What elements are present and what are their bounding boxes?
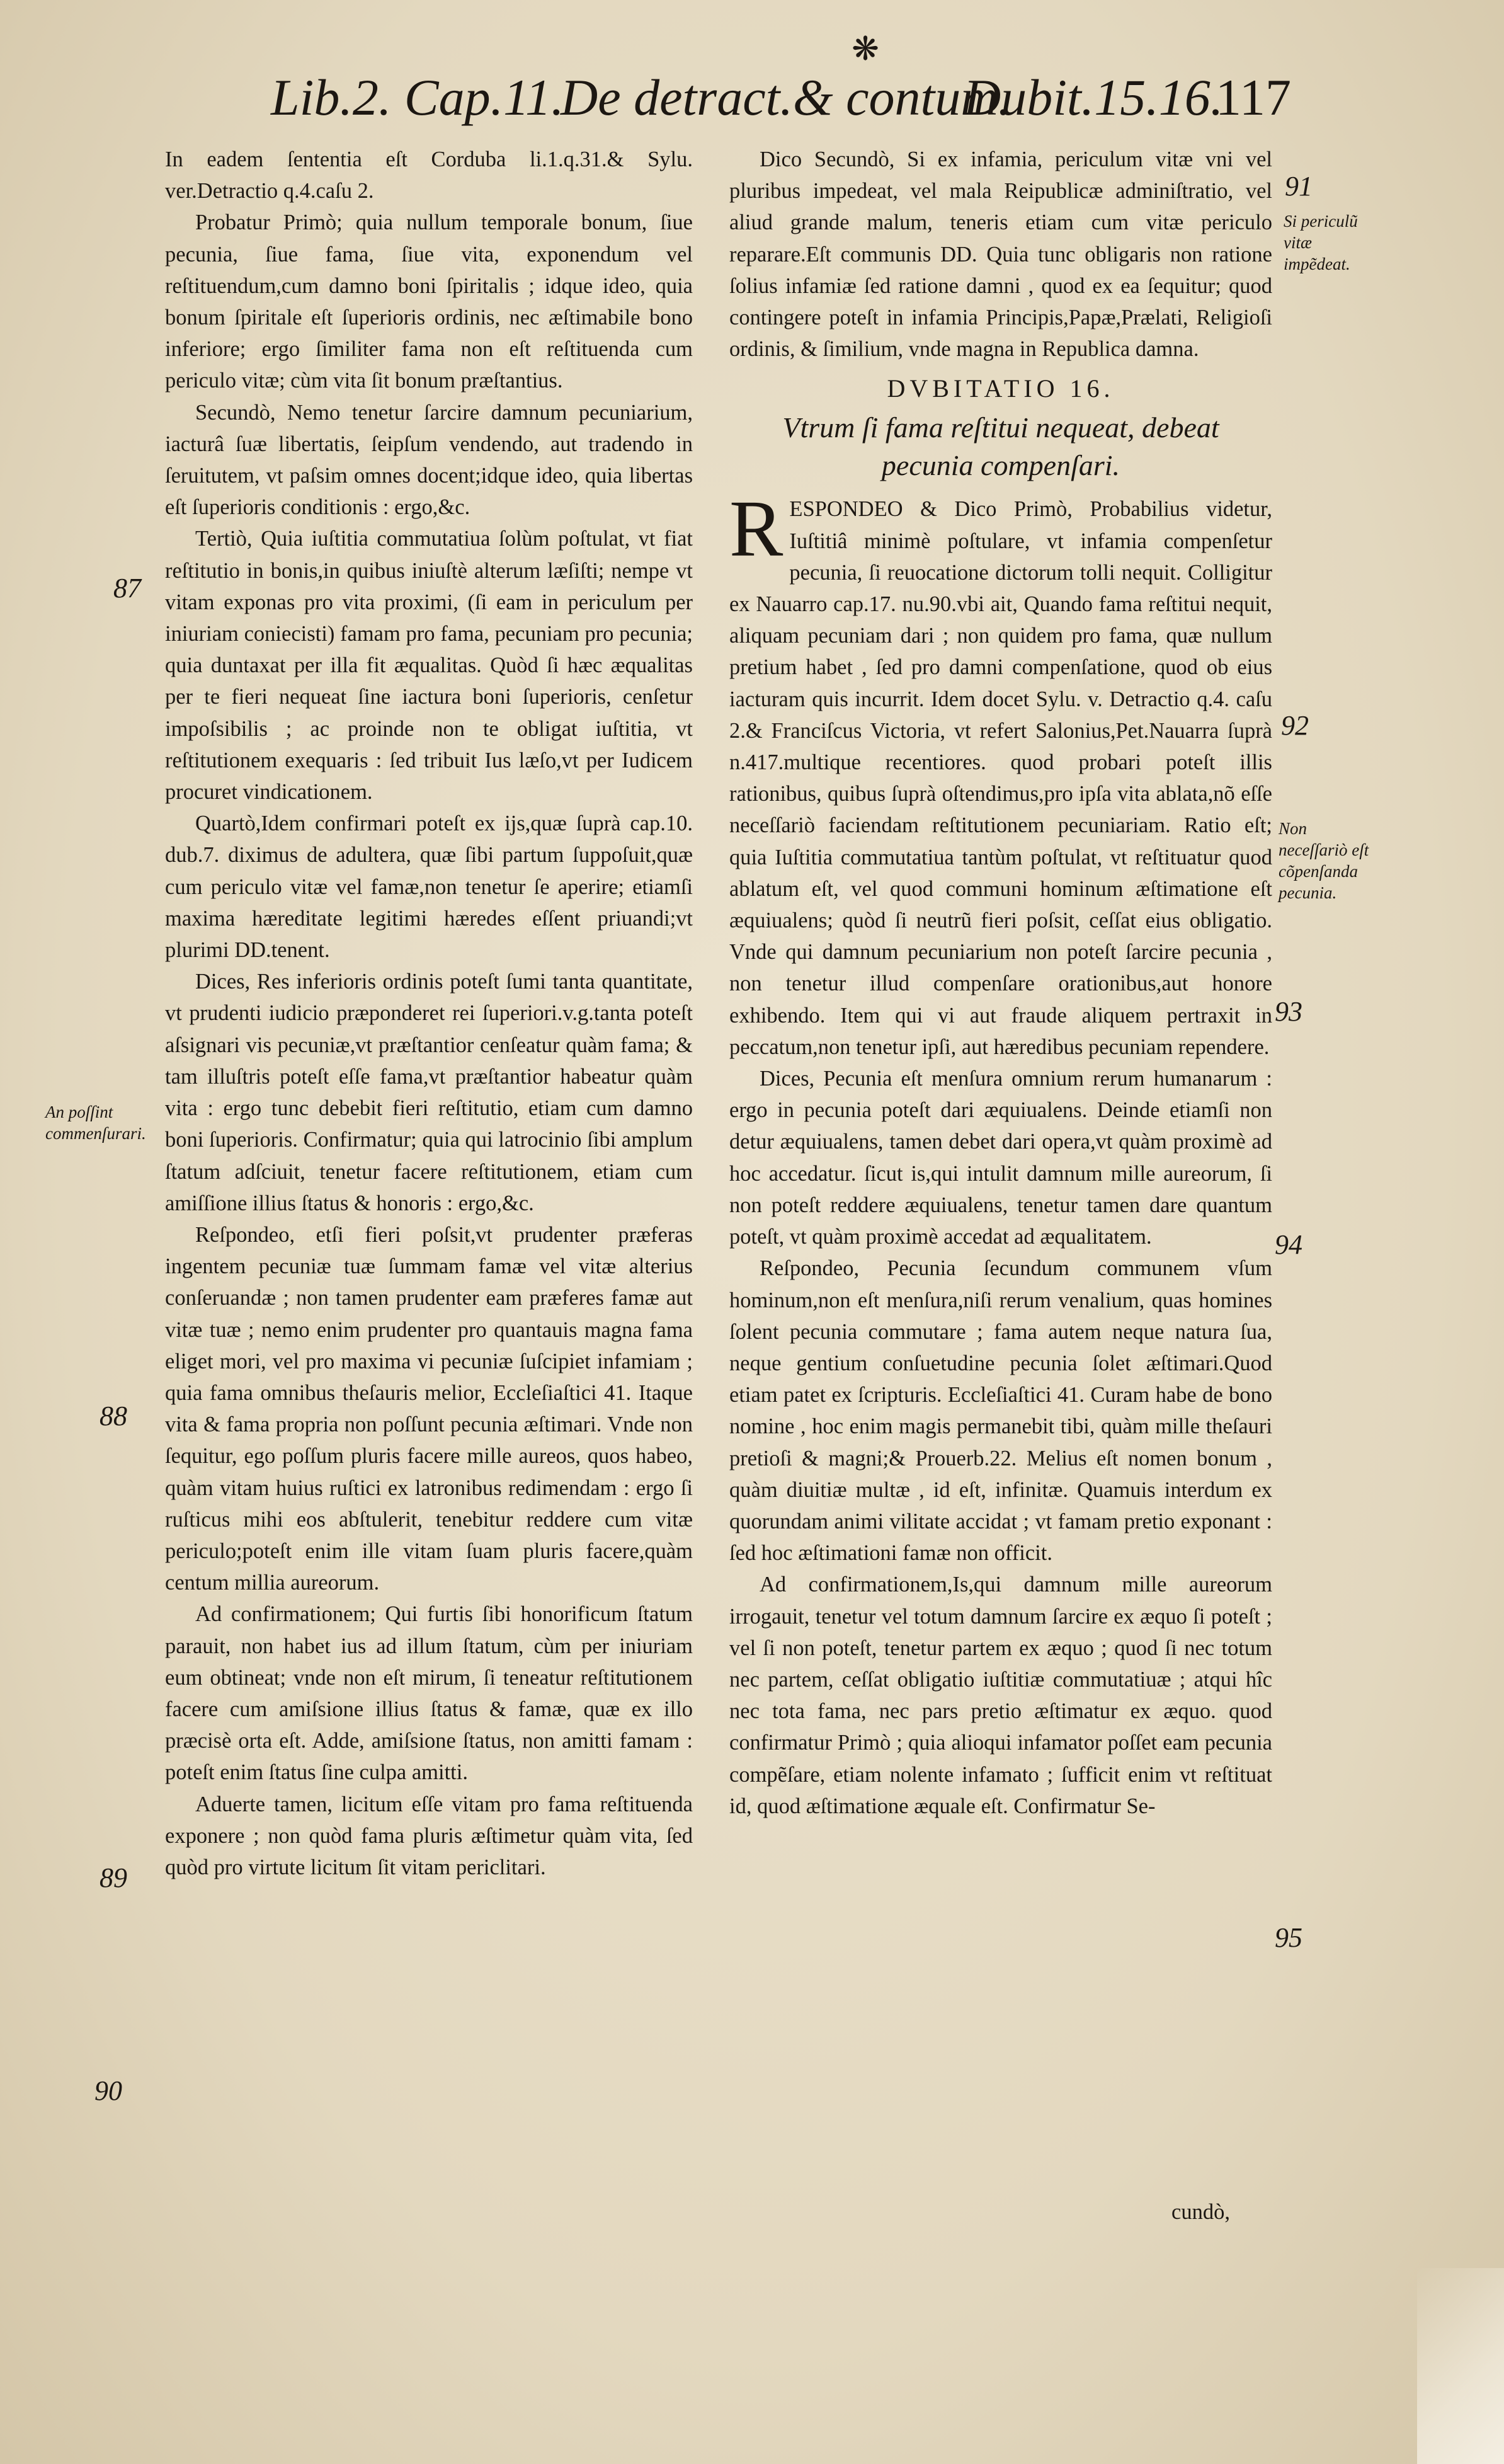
right-paragraph: ESPONDEO & Dico Primò, Probabilius videtur, Iuſtitiâ minimè poſtulare, vt infamia compenſetur pecunia, ſi reuocatione dictorum tolli nequit. Colligitur ex Nauarro cap.17. nu.90.vbi ait, Quando fama reſtitui nequit, aliquam pecuniam dari ; non quidem pro fama, quæ nullum pretium habet , ſed pro damni compenſatione, quod ob eius iacturam quis incurrit. Idem docet Sylu. v. Detractio q.4. caſu 2.& Franciſcus Victoria, vt refert Salonius,Pet.Nauarra ſuprà n.417.multique recentiores. quod probari poteſt illis rationibus, quibus ſuprà oſtendimus,pro ipſa vita ablata,nõ eſſe neceſſariò faciendam reſtitutionem pecuniariam. Ratio eſt; quia Iuſtitia commutatiua tantùm poſtulat, vt reſtituatur quod ablatum eſt, vel quod communi hominum æſtimatione eſt æquiualens; quòd ſi neutrũ fieri poſsit, ceſſat eius obligatio. Vnde qui damnum pecuniarium non poteſt ſarcire pecunia , non tenetur illud compenſare orationibus,aut honore exhibendo. Item qui vi aut fraude aliquem pertraxit in peccatum,non tenetur ipſi, aut hæredibus pecuniam rependere. bbox=[729, 497, 1272, 1059]
left-paragraph: Quartò,Idem confirmari poteſt ex ijs,quæ ſuprà cap.10. dub.7. diximus de adultera, quæ ſibi partum ſuppoſuit,quæ cum periculo vitæ vel famæ,non tenetur ſe aperire; etiamſi maxima hæreditate legitimi hæredes eſſent priuandi;vt plurimi DD.tenent. bbox=[165, 811, 693, 963]
ornament-icon: ❋ bbox=[852, 32, 879, 67]
header-book-chapter: Lib.2. Cap.11. bbox=[271, 69, 564, 126]
margin-number: 91 bbox=[1285, 171, 1313, 202]
margin-note-left: An poſſint commenſurari. bbox=[45, 1103, 146, 1143]
margin-number: 88 bbox=[100, 1401, 127, 1431]
left-paragraph: Probatur Primò; quia nullum temporale bonum, ſiue pecunia, ſiue fama, ſiue vita, exponendum vel reſtituendum,cum damno boni ſpiritalis ; idque ideo, quia bonum ſpiritale eſt ſuperioris ordinis, nec æſtimabile bono inferiore; ergo ſimiliter fama non eſt reſtituenda cum periculo vitæ; cùm vita ſit bonum præſtantius. bbox=[165, 210, 693, 393]
left-paragraph: Dices, Res inferioris ordinis poteſt ſumi tanta quantitate, vt prudenti iudicio præponderet rei ſuperiori.v.g.tanta poteſt aſsignari vis pecuniæ,vt præſtantior cenſeatur quàm fama; & tam illuſtris poteſt eſſe fama,vt præſtantior habeatur quàm vita : ergo tunc debebit fieri reſtitutio, etiam cum damno boni ſuperioris. Confirmatur; quia qui latrocinio ſibi amplum ſtatum adſciuit, tenetur facere reſtitutionem, etiam cum amiſſione illius ſtatus & honoris : ergo,&c. bbox=[165, 970, 693, 1215]
margin-number: 95 bbox=[1275, 1922, 1302, 1953]
margin-note-right: Si periculũ vitæ impẽdeat. bbox=[1284, 212, 1358, 273]
left-paragraph: Ad confirmationem; Qui furtis ſibi honorificum ſtatum parauit, non habet ius ad illum ſtatum, cùm per iniuriam eum obtineat; vnde non eſt mirum, ſi teneatur reſtitutionem facere cum amiſsione illius ſtatus & famæ, quæ ex illo præcisè orta eſt. Adde, amiſsione ſtatus, non amitti famam : poteſt enim ſtatus ſine culpa amitti. bbox=[165, 1602, 693, 1785]
catchword: cundò, bbox=[1171, 2200, 1230, 2224]
margin-number: 89 bbox=[100, 1862, 127, 1893]
margin-number: 90 bbox=[94, 2075, 122, 2106]
right-paragraph: Dices, Pecunia eſt menſura omnium rerum humanarum : ergo in pecunia poteſt dari æquiualens. Deinde etiamſi non detur æquiualens, tamen debet dari opera,vt quàm proximè ad hoc accedatur. ſicut is,qui intulit damnum mille aureorum, ſi non poteſt reddere æquiualens, tenetur tamen dare quantum poteſt, vt quàm proximè accedat ad æqualitatem. bbox=[729, 1067, 1272, 1249]
right-column bbox=[729, 144, 1272, 1822]
running-header bbox=[246, 68, 1291, 150]
right-paragraph: Reſpondeo, Pecunia ſecundum communem vſum hominum,non eſt menſura,niſi rerum venalium, quas homines ſolent pecunia commutare ; fama autem neque natura ſua, neque gentium conſuetudine pecunia ſolet æſtimari.Quod etiam patet ex ſcripturis. Eccleſiaſtici 41. Curam habe de bono nomine , hoc enim magis permanebit tibi, quàm mille theſauri pretioſi & magni;& Prouerb.22. Melius eſt nomen bonum , quàm diuitiæ multæ , id eſt, infinitæ. Quamuis interdum ex quorundam animi vilitate accidat ; vt famam pretio exponant : ſed hoc æſtimationi famæ non officit. bbox=[729, 1256, 1272, 1566]
margin-number: 93 bbox=[1275, 996, 1302, 1027]
page-corner bbox=[1417, 2268, 1504, 2464]
left-paragraph: Aduerte tamen, licitum eſſe vitam pro fama reſtituenda exponere ; non quòd fama pluris æſtimetur quàm vita, ſed quòd pro virtute licitum ſit vitam periclitari. bbox=[165, 1792, 693, 1879]
header-topic: De detract.& contum. bbox=[561, 69, 1011, 126]
right-paragraph: Ad confirmationem,Is,qui damnum mille aureorum irrogauit, tenetur vel totum damnum ſarcire ex æquo ſi poteſt ; vel ſi non poteſt, tenetur partem ex æquo ; quod ſi nec totum nec partem, ceſſat obligatio iuſtitiæ commutatiuæ ; atqui hîc nec tota fama, nec pars pretio æſtimatur ex æquo. quod confirmatur Primò ; quia alioqui infamator poſſet eam pecunia compẽſare, etiam nolente infamato ; ſufficit enim vt reſtituat id, quod æſtimatione æquale eſt. Confirmatur Se- bbox=[729, 1573, 1272, 1818]
left-paragraph: Secundò, Nemo tenetur ſarcire damnum pecuniarium, iacturâ ſuæ libertatis, ſeipſum vendendo, aut tradendo in ſeruitutem, vt paſsim omnes docent;idque ideo, quia libertas eſt ſuperioris conditionis : ergo,&c. bbox=[165, 400, 693, 520]
header-dubit: Dubit.15.16. bbox=[964, 69, 1224, 126]
page-number: 117 bbox=[1216, 69, 1291, 126]
left-paragraph: Reſpondeo, etſi fieri poſsit,vt prudenter præferas ingentem pecuniæ tuæ ſummam famæ vel vitæ alterius conſeruandæ ; non tamen prudenter eam præferes famæ aut vitæ tuæ ; nemo enim prudenter pro quantauis magna fama eliget mori, vel pro maxima vi pecuniæ ſuſcipiet infamiam ; quia fama omnibus theſauris melior, Eccleſiaſtici 41. Itaque vita & fama propria non poſſunt pecunia æſtimari. Vnde non ſequitur, ego poſſum pluris facere mille aureos, quos habeo, quàm vitam huius ruſtici ex latronibus redimendam : ergo ſi ruſticus mihi eos abſtulerit, tenebitur reddere cum vitæ periculo;poteſt enim ille vitam ſuam pluris facere,quàm centum millia aureorum. bbox=[165, 1222, 693, 1595]
margin-note-right: Non neceſſariò eſt cõpenſanda pecunia. bbox=[1279, 819, 1369, 902]
margin-number: 94 bbox=[1275, 1229, 1302, 1260]
dubitatio-heading: DVBITATIO 16. bbox=[887, 374, 1115, 403]
left-paragraph: Tertiò, Quia iuſtitia commutatiua ſolùm poſtulat, vt fiat reſtitutio in bonis,in quibus iniuſtè alterum læſiſti; nempe vt vitam exponas pro vita proximi, (ſi eam in periculum per iniuriam coniecisti) famam pro fama, pecuniam pro pecunia; quia duntaxat per illa fit æqualitas. Quòd ſi hæc æqualitas per te fieri nequeat ſine iactura boni ſuperioris, cenſetur impoſsibilis ; ac proinde non te obligat iuſtitia, vt reſtitutionem exequaris : ſed tribuit Ius læſo,vt per Iudicem procuret vindicationem. bbox=[165, 527, 693, 805]
right-paragraph: Dico Secundò, Si ex infamia, periculum vitæ vni vel pluribus impedeat, vel mala Reipublicæ adminiſtratio, vel aliud grande malum, teneris etiam cum vitæ periculo reparare.Eſt communis DD. Quia tunc obligaris non ratione ſolius infamiæ ſed ratione damni , quod ex ea ſequitur; quod contingere poteſt in infamia Principis,Papæ,Prælati, Religioſi ordinis, & ſimilium, vnde magna in Republica damna. bbox=[729, 147, 1272, 362]
left-paragraph: In eadem ſententia eſt Corduba li.1.q.31.& Sylu. ver.Detractio q.4.caſu 2. bbox=[165, 147, 693, 203]
margin-number: 92 bbox=[1281, 710, 1309, 741]
drop-cap: R bbox=[729, 484, 783, 574]
dubitatio-question: Vtrum ſi fama reſtitui nequeat, debeat pecunia compenſari. bbox=[782, 411, 1219, 482]
left-column bbox=[165, 144, 693, 1883]
margin-number: 87 bbox=[113, 573, 141, 604]
